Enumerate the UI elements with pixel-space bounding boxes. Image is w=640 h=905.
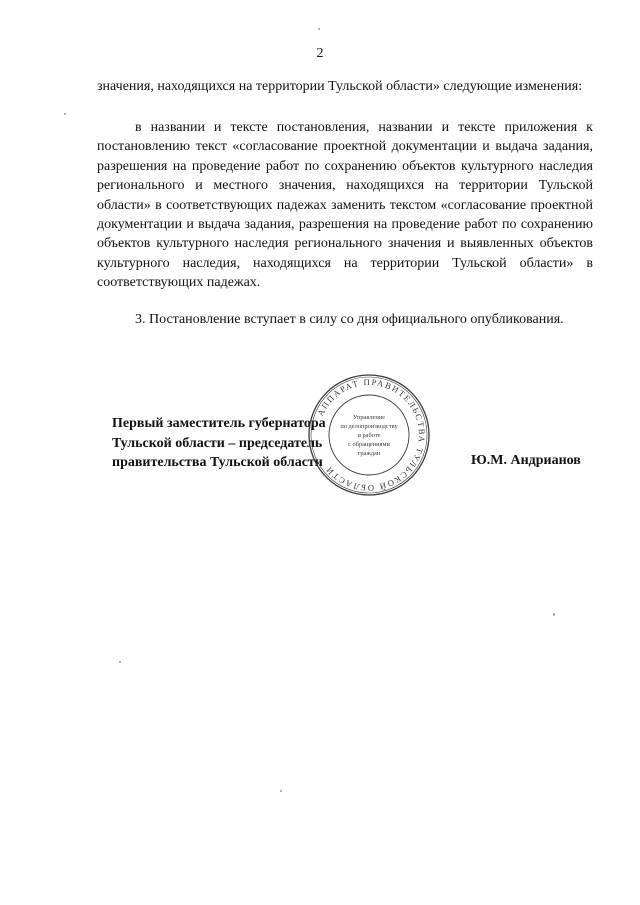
seal-center-line: граждан xyxy=(357,450,381,457)
seal-graphic xyxy=(306,372,432,498)
page-number: 2 xyxy=(316,46,324,61)
paragraph-effective-date xyxy=(97,310,593,329)
seal-center-line: и работе xyxy=(357,432,381,439)
scan-speck xyxy=(119,661,121,663)
seal-center-line: по делопроизводству xyxy=(340,423,398,430)
paragraph-amendment xyxy=(97,118,593,293)
scan-speck xyxy=(280,790,282,792)
signatory-title xyxy=(112,414,326,473)
scan-speck xyxy=(553,613,555,616)
seal-center-line: Управление xyxy=(352,414,386,421)
signatory-title-line: Первый заместитель губернатора xyxy=(112,416,326,431)
scan-speck xyxy=(318,28,320,30)
paragraph-text: в названии и тексте постановления, названии и тексте приложения к постановлению текст «согласование проектной документации и выдача задания, разрешения на проведение работ по сохранению объектов культурного наследия регионального и местного значения, находящихся на территории Тульской области» в соответствующих падежах заменить текстом «согласование проектной документации и выдача задания, разрешения на проведение работ по сохранению объектов культурного наследия регионального значения и выявленных объектов культурного наследия, находящихся на территории Тульской области» в соответствующих падежах. xyxy=(97,120,593,291)
paragraph-continuation xyxy=(97,77,593,96)
signatory-title-line: правительства Тульской области xyxy=(112,455,323,470)
paragraph-text: 3. Постановление вступает в силу со дня официального опубликования. xyxy=(135,312,564,327)
paragraph-text: значения, находящихся на территории Тульской области» следующие изменения: xyxy=(97,79,583,94)
scan-speck xyxy=(64,113,66,115)
official-seal-stamp xyxy=(306,372,432,498)
signatory-name: Ю.М. Андрианов xyxy=(471,453,581,468)
seal-center-line: с обращениями xyxy=(348,441,390,448)
signatory-title-line: Тульской области – председатель xyxy=(112,435,323,451)
seal-ring-text: АППАРАТ ПРАВИТЕЛЬСТВА ТУЛЬСКОЙ ОБЛАСТИ xyxy=(315,376,428,494)
